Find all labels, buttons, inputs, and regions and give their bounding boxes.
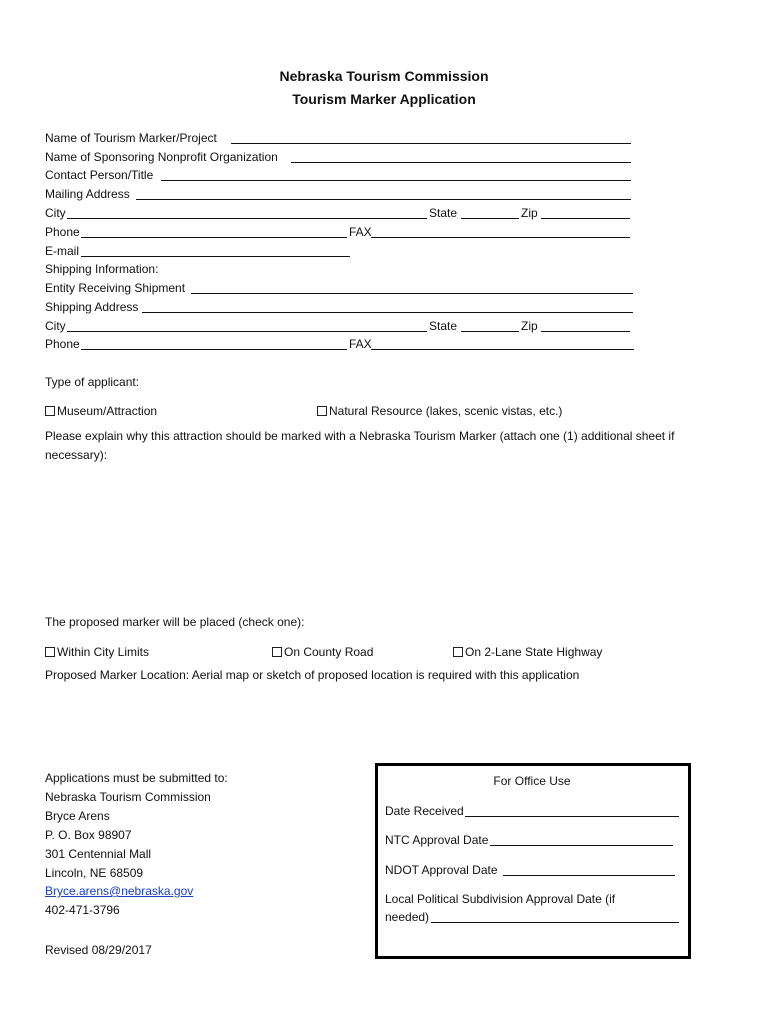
natural-resource-checkbox[interactable] — [317, 406, 327, 416]
sponsor-field[interactable] — [291, 150, 631, 163]
ndot-approval-label: NDOT Approval Date — [385, 863, 498, 877]
submit-city: Lincoln, NE 68509 — [45, 866, 144, 880]
office-use-heading: For Office Use — [493, 774, 571, 788]
mailing-label: Mailing Address — [45, 187, 130, 201]
shipping-address-label: Shipping Address — [45, 300, 139, 314]
fax2-field[interactable] — [371, 337, 634, 350]
phone-field[interactable] — [81, 225, 347, 238]
state-field[interactable] — [461, 206, 519, 219]
county-road-option[interactable] — [272, 645, 373, 659]
submit-po-box: P. O. Box 98907 — [45, 828, 132, 842]
shipping-address-field[interactable] — [142, 300, 633, 313]
museum-option[interactable] — [45, 404, 157, 418]
ntc-approval-label: NTC Approval Date — [385, 833, 489, 847]
date-received-label: Date Received — [385, 804, 464, 818]
contact-label: Contact Person/Title — [45, 168, 154, 182]
marker-name-field[interactable] — [231, 131, 631, 144]
submit-phone: 402-471-3796 — [45, 903, 120, 917]
fax-label: FAX — [349, 225, 372, 239]
local-approval-label-line2: needed) — [385, 910, 430, 924]
city-limits-checkbox[interactable] — [45, 647, 55, 657]
title-line-1: Nebraska Tourism Commission — [279, 68, 489, 84]
submit-heading: Applications must be submitted to: — [45, 771, 228, 785]
state-highway-option[interactable] — [453, 645, 602, 659]
state2-label: State — [429, 319, 458, 333]
sponsor-label: Name of Sponsoring Nonprofit Organization — [45, 150, 278, 164]
submit-person: Bryce Arens — [45, 809, 110, 823]
city2-label: City — [45, 319, 66, 333]
fax2-label: FAX — [349, 337, 372, 351]
state2-field[interactable] — [461, 319, 519, 332]
city-field[interactable] — [67, 206, 427, 219]
city-label: City — [45, 206, 66, 220]
museum-checkbox[interactable] — [45, 406, 55, 416]
zip2-field[interactable] — [541, 319, 630, 332]
entity-field[interactable] — [191, 281, 633, 294]
phone-label: Phone — [45, 225, 80, 239]
county-road-checkbox[interactable] — [272, 647, 282, 657]
natural-resource-option[interactable] — [317, 404, 562, 418]
office-use-content — [385, 766, 679, 954]
applicant-type-label: Type of applicant: — [45, 375, 140, 389]
revised-date: Revised 08/29/2017 — [45, 943, 152, 957]
date-received-field[interactable] — [465, 804, 679, 817]
mailing-field[interactable] — [136, 187, 631, 200]
contact-field[interactable] — [161, 168, 631, 181]
zip2-label: Zip — [521, 319, 538, 333]
state-highway-option-label: On 2-Lane State Highway — [465, 645, 603, 659]
museum-option-label: Museum/Attraction — [57, 404, 158, 418]
city-limits-option-label: Within City Limits — [57, 645, 150, 659]
county-road-option-label: On County Road — [284, 645, 374, 659]
explain-prompt: Please explain why this attraction should be marked with a Nebraska Tourism Marker (attach one (1) additional sheet if necessary): — [45, 429, 675, 462]
state-highway-checkbox[interactable] — [453, 647, 463, 657]
city2-field[interactable] — [67, 319, 427, 332]
natural-resource-option-label: Natural Resource (lakes, scenic vistas, etc.) — [329, 404, 563, 418]
ndot-approval-field[interactable] — [503, 863, 675, 876]
marker-name-label: Name of Tourism Marker/Project — [45, 131, 217, 145]
submit-street: 301 Centennial Mall — [45, 847, 152, 861]
zip-field[interactable] — [541, 206, 630, 219]
local-approval-field[interactable] — [431, 910, 679, 923]
local-approval-label-line1: Local Political Subdivision Approval Date (if — [385, 892, 616, 906]
phone2-field[interactable] — [81, 337, 347, 350]
email-label: E-mail — [45, 244, 80, 258]
submit-org: Nebraska Tourism Commission — [45, 790, 211, 804]
submit-email-link[interactable] — [45, 884, 193, 898]
email-field[interactable] — [81, 244, 350, 257]
phone2-label: Phone — [45, 337, 80, 351]
zip-label: Zip — [521, 206, 538, 220]
email-link[interactable]: Bryce.arens@nebraska.gov — [45, 884, 194, 898]
fax-field[interactable] — [371, 225, 630, 238]
entity-label: Entity Receiving Shipment — [45, 281, 186, 295]
state-label: State — [429, 206, 458, 220]
office-use-box — [375, 763, 691, 959]
title-line-2: Tourism Marker Application — [292, 91, 476, 107]
ntc-approval-field[interactable] — [490, 833, 673, 846]
placement-label: The proposed marker will be placed (check one): — [45, 615, 305, 629]
location-note: Proposed Marker Location: Aerial map or sketch of proposed location is required with this application — [45, 668, 580, 682]
shipping-info-label: Shipping Information: — [45, 262, 159, 276]
city-limits-option[interactable] — [45, 645, 149, 659]
